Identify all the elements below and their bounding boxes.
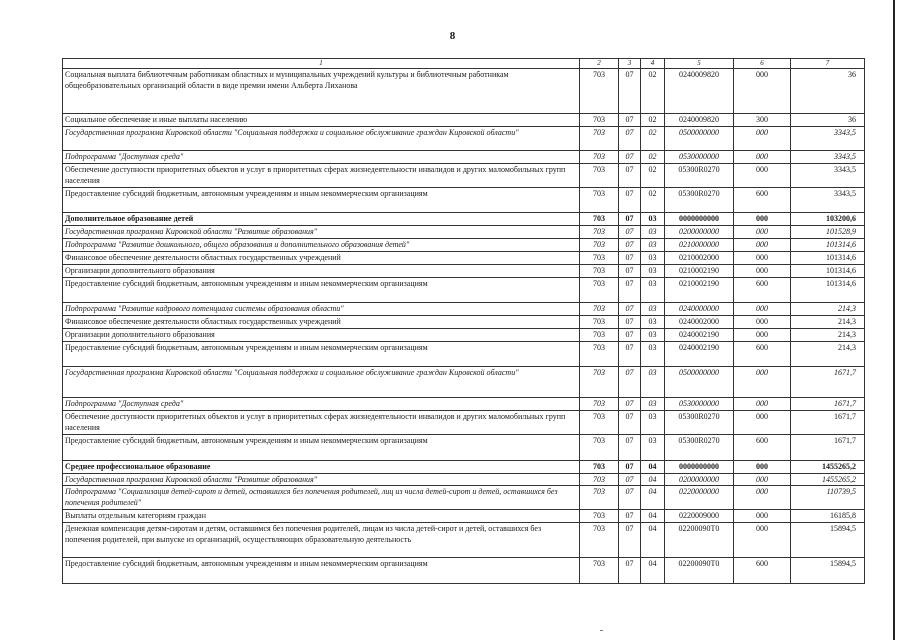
section-code-cell: 07 (619, 435, 641, 461)
ministry-code-cell: 703 (580, 164, 619, 188)
table-body (63, 59, 865, 584)
ministry-code-cell: 703 (580, 510, 619, 523)
expense-type-code-cell: 000 (734, 303, 791, 316)
expense-type-code-cell: 000 (734, 411, 791, 435)
amount-cell: 3343,5 (791, 151, 865, 164)
expense-type-code-cell: 600 (734, 342, 791, 367)
expense-name-cell: Организации дополнительного образования (63, 265, 580, 278)
section-code-cell: 07 (619, 342, 641, 367)
table-row (63, 151, 865, 164)
expense-name-cell: Подпрограмма "Развитие кадрового потенциала системы образования области" (63, 303, 580, 316)
expense-name-cell: Организации дополнительного образования (63, 329, 580, 342)
subsection-code-cell: 03 (641, 303, 665, 316)
section-code-cell: 07 (619, 127, 641, 151)
target-item-code-cell: 0240009820 (665, 114, 734, 127)
subsection-code-cell: 03 (641, 213, 665, 226)
expense-type-code-cell: 000 (734, 127, 791, 151)
ministry-code-cell: 703 (580, 342, 619, 367)
table-row (63, 329, 865, 342)
section-code-cell: 07 (619, 510, 641, 523)
section-code-cell: 07 (619, 474, 641, 486)
amount-cell: 214,3 (791, 342, 865, 367)
expense-type-code-cell: 000 (734, 239, 791, 252)
expense-type-code-cell: 300 (734, 114, 791, 127)
target-item-code-cell: 0220000000 (665, 486, 734, 510)
subsection-code-cell: 03 (641, 316, 665, 329)
subsection-code-cell: 04 (641, 486, 665, 510)
ministry-code-cell: 703 (580, 188, 619, 213)
amount-cell: 214,3 (791, 316, 865, 329)
amount-cell: 1671,7 (791, 411, 865, 435)
table-row (63, 127, 865, 151)
ministry-code-cell: 703 (580, 411, 619, 435)
subsection-code-cell: 03 (641, 411, 665, 435)
ministry-code-cell: 703 (580, 252, 619, 265)
expense-name-cell: Государственная программа Кировской области "Социальная поддержка и социальное обслуживание граждан Кировской области" (63, 367, 580, 398)
table-row (63, 188, 865, 213)
expense-type-code-cell: 000 (734, 486, 791, 510)
amount-cell: 1455265,2 (791, 461, 865, 474)
subsection-code-cell: 03 (641, 398, 665, 411)
ministry-code-cell: 703 (580, 69, 619, 114)
section-code-cell: 07 (619, 558, 641, 584)
subsection-code-cell: 03 (641, 239, 665, 252)
expense-name-cell: Социальное обеспечение и иные выплаты населению (63, 114, 580, 127)
table-row (63, 278, 865, 303)
subsection-code-cell: 02 (641, 127, 665, 151)
table-row (63, 164, 865, 188)
expense-name-cell: Государственная программа Кировской области "Социальная поддержка и социальное обслуживание граждан Кировской области" (63, 127, 580, 151)
amount-cell: 36 (791, 69, 865, 114)
table-row (63, 558, 865, 584)
expense-name-cell: Подпрограмма "Доступная среда" (63, 151, 580, 164)
amount-cell: 3343,5 (791, 164, 865, 188)
table-row (63, 303, 865, 316)
target-item-code-cell: 05300R0270 (665, 188, 734, 213)
amount-cell: 103200,6 (791, 213, 865, 226)
table-row (63, 69, 865, 114)
ministry-code-cell: 703 (580, 239, 619, 252)
expense-type-code-cell: 600 (734, 188, 791, 213)
expense-type-code-cell: 000 (734, 69, 791, 114)
expense-type-code-cell: 000 (734, 226, 791, 239)
target-item-code-cell: 05300R0270 (665, 164, 734, 188)
section-code-cell: 07 (619, 114, 641, 127)
section-code-cell: 07 (619, 329, 641, 342)
target-item-code-cell: 0530000000 (665, 151, 734, 164)
subsection-code-cell: 03 (641, 367, 665, 398)
expense-type-code-cell: 000 (734, 398, 791, 411)
section-code-cell: 07 (619, 523, 641, 558)
amount-cell: 3343,5 (791, 188, 865, 213)
subsection-code-cell: 03 (641, 329, 665, 342)
expense-type-code-cell: 600 (734, 278, 791, 303)
expense-name-cell: Подпрограмма "Социализация детей-сирот и детей, оставшихся без попечения родителей, лиц из числа детей-сирот и детей, оставшихся без попечения родителей" (63, 486, 580, 510)
expense-type-code-cell: 000 (734, 265, 791, 278)
table-row (63, 316, 865, 329)
column-header: 7 (791, 59, 865, 69)
section-code-cell: 07 (619, 278, 641, 303)
ministry-code-cell: 703 (580, 265, 619, 278)
target-item-code-cell: 05300R0270 (665, 435, 734, 461)
ministry-code-cell: 703 (580, 278, 619, 303)
subsection-code-cell: 03 (641, 342, 665, 367)
amount-cell: 214,3 (791, 329, 865, 342)
table-row (63, 239, 865, 252)
subsection-code-cell: 02 (641, 188, 665, 213)
column-header: 2 (580, 59, 619, 69)
ministry-code-cell: 703 (580, 486, 619, 510)
ministry-code-cell: 703 (580, 213, 619, 226)
amount-cell: 1671,7 (791, 367, 865, 398)
table-row (63, 342, 865, 367)
target-item-code-cell: 0210002000 (665, 252, 734, 265)
subsection-code-cell: 03 (641, 278, 665, 303)
expense-name-cell: Денежная компенсация детям-сиротам и детям, оставшимся без попечения родителей, лицам из числа детей-сирот и детей, оставшихся без попечения родителей, при выпуске из организаций, осуществляющих образовательную деятельность (63, 523, 580, 558)
ministry-code-cell: 703 (580, 151, 619, 164)
target-item-code-cell: 0240002190 (665, 342, 734, 367)
target-item-code-cell: 0500000000 (665, 127, 734, 151)
expense-type-code-cell: 000 (734, 329, 791, 342)
amount-cell: 1671,7 (791, 435, 865, 461)
section-code-cell: 07 (619, 213, 641, 226)
subsection-code-cell: 04 (641, 523, 665, 558)
expense-name-cell: Государственная программа Кировской области "Развитие образования" (63, 226, 580, 239)
target-item-code-cell: 0000000000 (665, 461, 734, 474)
section-code-cell: 07 (619, 252, 641, 265)
expense-type-code-cell: 000 (734, 252, 791, 265)
ministry-code-cell: 703 (580, 114, 619, 127)
amount-cell: 101528,9 (791, 226, 865, 239)
section-code-cell: 07 (619, 69, 641, 114)
subsection-code-cell: 02 (641, 151, 665, 164)
expense-name-cell: Среднее профессиональное образование (63, 461, 580, 474)
amount-cell: 3343,5 (791, 127, 865, 151)
column-header: 6 (734, 59, 791, 69)
amount-cell: 15894,5 (791, 558, 865, 584)
table-row (63, 213, 865, 226)
target-item-code-cell: 0000000000 (665, 213, 734, 226)
target-item-code-cell: 0210000000 (665, 239, 734, 252)
amount-cell: 101314,6 (791, 239, 865, 252)
section-code-cell: 07 (619, 239, 641, 252)
column-header: 1 (63, 59, 580, 69)
section-code-cell: 07 (619, 164, 641, 188)
expense-type-code-cell: 000 (734, 461, 791, 474)
subsection-code-cell: 04 (641, 474, 665, 486)
section-code-cell: 07 (619, 188, 641, 213)
amount-cell: 16185,8 (791, 510, 865, 523)
table-row (63, 435, 865, 461)
table-row (63, 474, 865, 486)
ministry-code-cell: 703 (580, 316, 619, 329)
expense-name-cell: Финансовое обеспечение деятельности областных государственных учреждений (63, 252, 580, 265)
expense-name-cell: Предоставление субсидий бюджетным, автономным учреждениям и иным некоммерческим организациям (63, 278, 580, 303)
target-item-code-cell: 0210002190 (665, 278, 734, 303)
column-header: 3 (619, 59, 641, 69)
amount-cell: 1671,7 (791, 398, 865, 411)
table-row (63, 523, 865, 558)
target-item-code-cell: 02200090Т0 (665, 523, 734, 558)
section-code-cell: 07 (619, 461, 641, 474)
expense-name-cell: Обеспечение доступности приоритетных объектов и услуг в приоритетных сферах жизнедеятельности инвалидов и других маломобильных групп населения (63, 411, 580, 435)
amount-cell: 15894,5 (791, 523, 865, 558)
expense-name-cell: Социальная выплата библиотечным работникам областных и муниципальных учреждений культуры и библиотечным работникам общеобразовательных организаций области в виде премии имени Альберта Лиханова (63, 69, 580, 114)
expense-type-code-cell: 000 (734, 151, 791, 164)
ministry-code-cell: 703 (580, 367, 619, 398)
table-row (63, 252, 865, 265)
table-row (63, 265, 865, 278)
section-code-cell: 07 (619, 367, 641, 398)
subsection-code-cell: 03 (641, 435, 665, 461)
expense-name-cell: Подпрограмма "Доступная среда" (63, 398, 580, 411)
expense-type-code-cell: 000 (734, 474, 791, 486)
table-row (63, 398, 865, 411)
ministry-code-cell: 703 (580, 474, 619, 486)
table-row (63, 486, 865, 510)
expense-name-cell: Финансовое обеспечение деятельности областных государственных учреждений (63, 316, 580, 329)
section-code-cell: 07 (619, 316, 641, 329)
page-number: 8 (449, 30, 456, 42)
expense-name-cell: Предоставление субсидий бюджетным, автономным учреждениям и иным некоммерческим организациям (63, 435, 580, 461)
subsection-code-cell: 03 (641, 252, 665, 265)
expense-name-cell: Предоставление субсидий бюджетным, автономным учреждениям и иным некоммерческим организациям (63, 188, 580, 213)
target-item-code-cell: 0240002000 (665, 316, 734, 329)
amount-cell: 101314,6 (791, 265, 865, 278)
budget-table (62, 58, 865, 584)
expense-name-cell: Дополнительное образование детей (63, 213, 580, 226)
ministry-code-cell: 703 (580, 226, 619, 239)
amount-cell: 110739,5 (791, 486, 865, 510)
subsection-code-cell: 03 (641, 226, 665, 239)
target-item-code-cell: 0200000000 (665, 226, 734, 239)
table-row (63, 461, 865, 474)
target-item-code-cell: 02200090Т0 (665, 558, 734, 584)
table-row (63, 114, 865, 127)
subsection-code-cell: 02 (641, 69, 665, 114)
ministry-code-cell: 703 (580, 523, 619, 558)
expense-type-code-cell: 000 (734, 316, 791, 329)
amount-cell: 1455265,2 (791, 474, 865, 486)
section-code-cell: 07 (619, 398, 641, 411)
expense-type-code-cell: 000 (734, 510, 791, 523)
target-item-code-cell: 0530000000 (665, 398, 734, 411)
target-item-code-cell: 05300R0270 (665, 411, 734, 435)
column-header: 4 (641, 59, 665, 69)
section-code-cell: 07 (619, 411, 641, 435)
amount-cell: 214,3 (791, 303, 865, 316)
scan-speck (600, 630, 603, 631)
expense-type-code-cell: 000 (734, 213, 791, 226)
subsection-code-cell: 02 (641, 164, 665, 188)
expense-name-cell: Обеспечение доступности приоритетных объектов и услуг в приоритетных сферах жизнедеятельности инвалидов и других маломобильных групп населения (63, 164, 580, 188)
target-item-code-cell: 0210002190 (665, 265, 734, 278)
table-row (63, 411, 865, 435)
amount-cell: 101314,6 (791, 252, 865, 265)
expense-type-code-cell: 000 (734, 523, 791, 558)
expense-name-cell: Подпрограмма "Развитие дошкольного, общего образования и дополнительного образования детей" (63, 239, 580, 252)
ministry-code-cell: 703 (580, 398, 619, 411)
expense-name-cell: Выплаты отдельным категориям граждан (63, 510, 580, 523)
subsection-code-cell: 03 (641, 265, 665, 278)
amount-cell: 36 (791, 114, 865, 127)
section-code-cell: 07 (619, 226, 641, 239)
section-code-cell: 07 (619, 151, 641, 164)
section-code-cell: 07 (619, 486, 641, 510)
target-item-code-cell: 0220009000 (665, 510, 734, 523)
section-code-cell: 07 (619, 303, 641, 316)
amount-cell: 101314,6 (791, 278, 865, 303)
table-row (63, 510, 865, 523)
target-item-code-cell: 0240002190 (665, 329, 734, 342)
subsection-code-cell: 02 (641, 114, 665, 127)
column-header: 5 (665, 59, 734, 69)
expense-type-code-cell: 600 (734, 558, 791, 584)
subsection-code-cell: 04 (641, 510, 665, 523)
target-item-code-cell: 0500000000 (665, 367, 734, 398)
ministry-code-cell: 703 (580, 558, 619, 584)
target-item-code-cell: 0240000000 (665, 303, 734, 316)
expense-name-cell: Предоставление субсидий бюджетным, автономным учреждениям и иным некоммерческим организациям (63, 558, 580, 584)
expense-name-cell: Предоставление субсидий бюджетным, автономным учреждениям и иным некоммерческим организациям (63, 342, 580, 367)
scan-edge-line (893, 0, 895, 640)
ministry-code-cell: 703 (580, 435, 619, 461)
expense-type-code-cell: 000 (734, 367, 791, 398)
target-item-code-cell: 0200000000 (665, 474, 734, 486)
ministry-code-cell: 703 (580, 329, 619, 342)
subsection-code-cell: 04 (641, 461, 665, 474)
expense-name-cell: Государственная программа Кировской области "Развитие образования" (63, 474, 580, 486)
expense-type-code-cell: 000 (734, 164, 791, 188)
target-item-code-cell: 0240009820 (665, 69, 734, 114)
table-row (63, 367, 865, 398)
ministry-code-cell: 703 (580, 461, 619, 474)
subsection-code-cell: 04 (641, 558, 665, 584)
expense-type-code-cell: 600 (734, 435, 791, 461)
ministry-code-cell: 703 (580, 127, 619, 151)
ministry-code-cell: 703 (580, 303, 619, 316)
table-row (63, 226, 865, 239)
section-code-cell: 07 (619, 265, 641, 278)
column-header-row (63, 59, 865, 69)
